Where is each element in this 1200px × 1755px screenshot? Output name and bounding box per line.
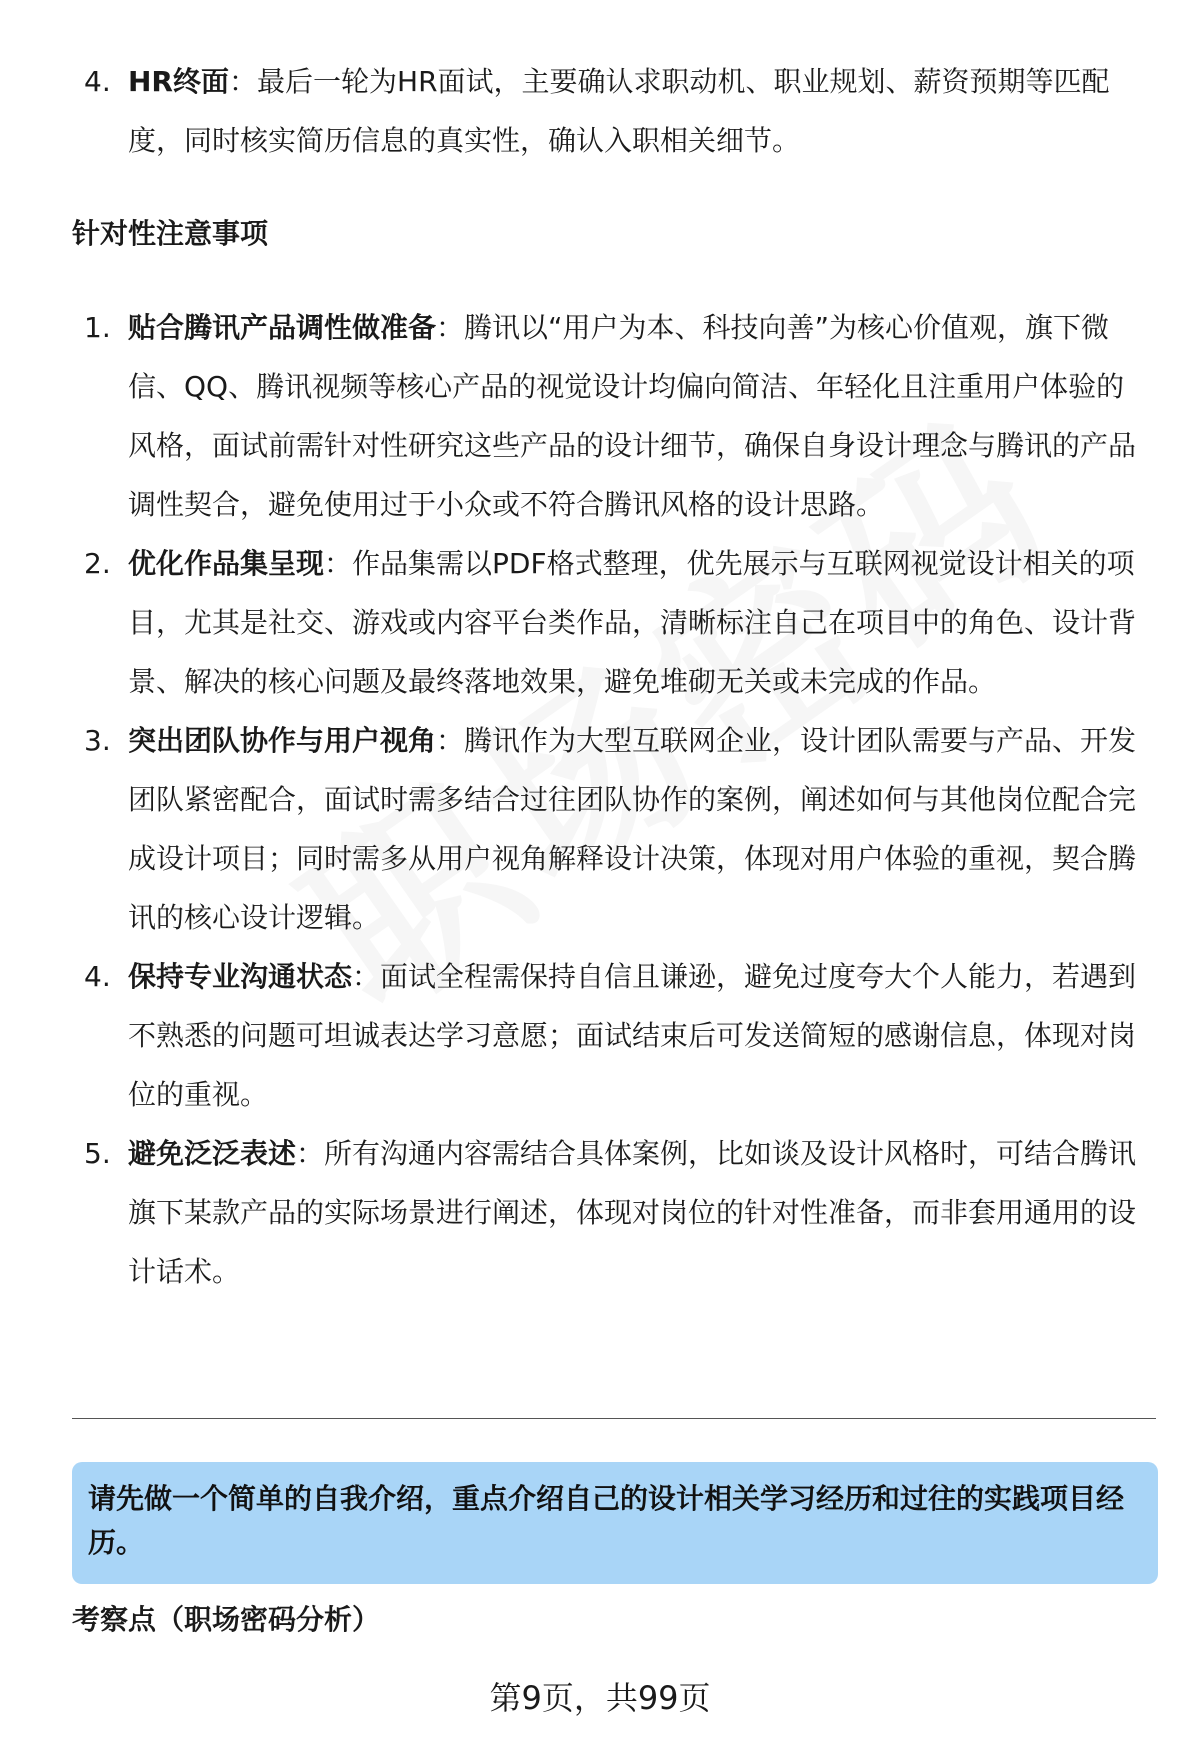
- list-item: [72, 1124, 1142, 1301]
- item-text: 腾讯以“用户为本、科技向善”为核心价值观，旗下微信、QQ、腾讯视频等核心产品的视觉设计均偏向简洁、年轻化且注重用户体验的风格，面试前需针对性研究这些产品的设计细节，确保自身设计理念与腾讯的产品调性契合，避免使用过于小众或不符合腾讯风格的设计思路。: [128, 311, 1137, 521]
- notes-list: [72, 298, 1142, 1301]
- item-separator: ：: [352, 960, 381, 993]
- item-text: 腾讯作为大型互联网企业，设计团队需要与产品、开发团队紧密配合，面试时需多结合过往团队协作的案例，阐述如何与其他岗位配合完成设计项目；同时需多从用户视角解释设计决策，体现对用户体验的重视，契合腾讯的核心设计逻辑。: [128, 724, 1137, 934]
- list-item: [72, 947, 1142, 1124]
- item-separator: ：: [296, 1137, 325, 1170]
- divider: [72, 1418, 1156, 1419]
- item-title: 避免泛泛表述: [128, 1137, 297, 1170]
- list-item: [72, 711, 1142, 947]
- item-text: 面试全程需保持自信且谦逊，避免过度夸大个人能力，若遇到不熟悉的问题可坦诚表达学习意愿；面试结束后可发送简短的感谢信息，体现对岗位的重视。: [128, 960, 1137, 1111]
- item-text: 最后一轮为HR面试，主要确认求职动机、职业规划、薪资预期等匹配度，同时核实简历信息的真实性，确认入职相关细节。: [128, 65, 1110, 157]
- item-number: 5.: [84, 1137, 111, 1170]
- item-number: 4.: [84, 960, 111, 993]
- item-separator: ：: [229, 65, 258, 98]
- question-box: [72, 1462, 1158, 1584]
- item-title: 贴合腾讯产品调性做准备: [128, 311, 437, 344]
- section-title: 针对性注意事项: [72, 217, 269, 250]
- item-title: 优化作品集呈现: [128, 547, 325, 580]
- item-number: 2.: [84, 547, 111, 580]
- item-text: 作品集需以PDF格式整理，优先展示与互联网视觉设计相关的项目，尤其是社交、游戏或内容平台类作品，清晰标注自己在项目中的角色、设计背景、解决的核心问题及最终落地效果，避免堆砌无关或未完成的作品。: [128, 547, 1137, 698]
- item-text: 所有沟通内容需结合具体案例，比如谈及设计风格时，可结合腾讯旗下某款产品的实际场景进行阐述，体现对岗位的针对性准备，而非套用通用的设计话术。: [128, 1137, 1137, 1288]
- list-item: [72, 298, 1142, 534]
- list-item: [72, 534, 1142, 711]
- item-title: HR终面: [128, 65, 229, 98]
- item-number: 3.: [84, 724, 111, 757]
- item-separator: ：: [324, 547, 353, 580]
- item-title: 保持专业沟通状态: [128, 960, 353, 993]
- item-number: 1.: [84, 311, 111, 344]
- question-text: 请先做一个简单的自我介绍，重点介绍自己的设计相关学习经历和过往的实践项目经历。: [88, 1482, 1125, 1559]
- item-separator: ：: [436, 724, 465, 757]
- analysis-heading: 考察点（职场密码分析）: [72, 1603, 381, 1636]
- page-number: 第9页，共99页: [489, 1679, 711, 1717]
- list-item: [72, 52, 1142, 170]
- item-number: 4.: [84, 65, 111, 98]
- item-separator: ：: [436, 311, 465, 344]
- item-title: 突出团队协作与用户视角: [128, 724, 437, 757]
- top-list: [72, 52, 1142, 170]
